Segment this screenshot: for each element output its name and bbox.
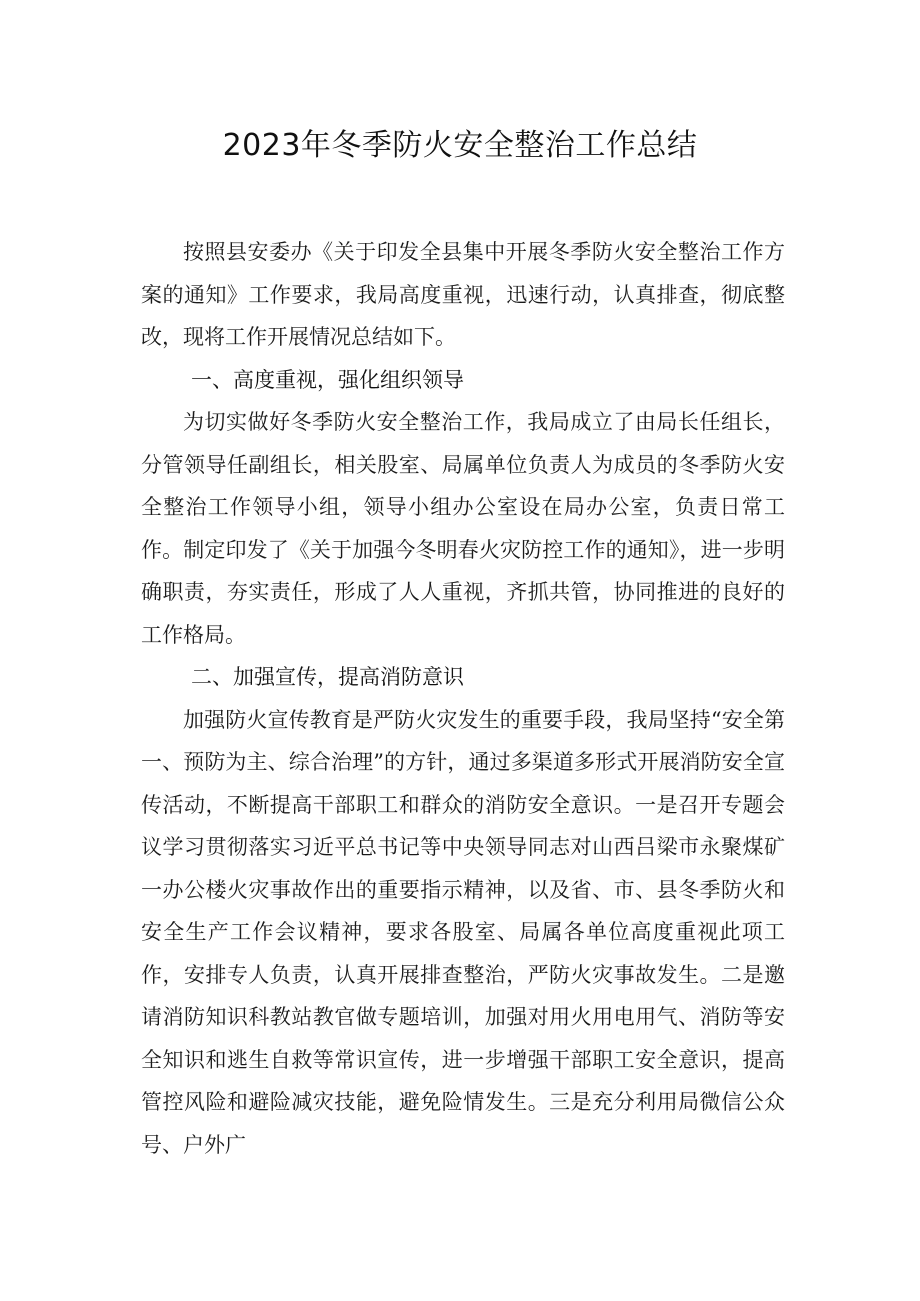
section-paragraph-1: 为切实做好冬季防火安全整治工作，我局成立了由局长任组长，分管领导任副组长，相关股室、局属单位负责人为成员的冬季防火安全整治工作领导小组，领导小组办公室设在局办公室，负责日常工作。制定印发了《关于加强今冬明春火灾防控工作的通知》，进一步明确职责，夯实责任，形成了人人重视，齐抓共管，协同推进的良好的工作格局。	[141, 410, 785, 647]
section-heading-1: 一、高度重视，强化组织领导	[191, 367, 464, 392]
intro-paragraph: 按照县安委办《关于印发全县集中开展冬季防火安全整治工作方案的通知》工作要求，我局高度重视，迅速行动，认真排查，彻底整改，现将工作开展情况总结如下。	[141, 240, 785, 349]
document-body	[141, 231, 785, 1166]
document-title: 2023年冬季防火安全整治工作总结	[222, 128, 698, 163]
section-paragraph-2: 加强防火宣传教育是严防火灾发生的重要手段，我局坚持“安全第一、预防为主、综合治理”的方针，通过多渠道多形式开展消防安全宣传活动，不断提高干部职工和群众的消防安全意识。一是召开专题会议学习贯彻落实习近平总书记等中央领导同志对山西吕梁市永聚煤矿一办公楼火灾事故作出的重要指示精神，以及省、市、县冬季防火和安全生产工作会议精神，要求各股室、局属各单位高度重视此项工作，安排专人负责，认真开展排查整治，严防火灾事故发生。二是邀请消防知识科教站教官做专题培训，加强对用火用电用气、消防等安全知识和逃生自救等常识宣传，进一步增强干部职工安全意识，提高管控风险和避险减灾技能，避免险情发生。三是充分利用局微信公众号、户外广	[141, 707, 785, 1157]
section-heading-2: 二、加强宣传，提高消防意识	[191, 665, 464, 689]
